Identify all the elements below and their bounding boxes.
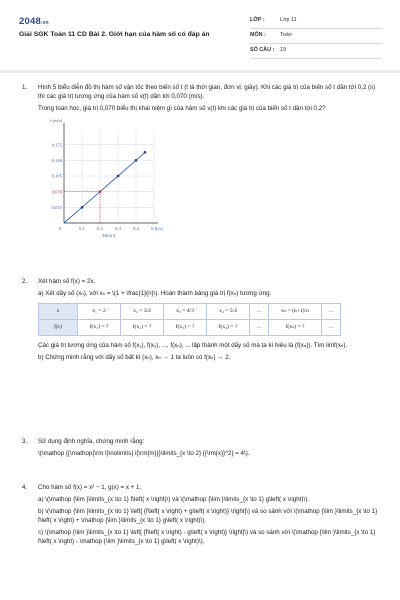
table-cell: x₁ = 2 [78, 303, 121, 319]
x-tick-label: 0 [58, 225, 62, 231]
question-part-b: b) \(\mathop {\lim }\limits_{x \to 1} \left[ {f\left( x \right) + g\left( x \right)} \right]\) và so sánh với \(\mathop {\lim }\limits_{x \to 1} f\left( x \right) + \mathop {\lim }\limits_{x \to 1} g\left( x \right)\). [38, 507, 378, 524]
question-text: Xét hàm số f(x) = 2x. [38, 278, 96, 285]
x-tick-label: 0,4 [133, 225, 139, 231]
question-number: 1. [22, 84, 28, 91]
table-cell: xₙ = (n+1)/n [269, 303, 322, 319]
data-point [81, 206, 84, 209]
row-label: x [39, 303, 78, 319]
question-text: Trong toán học, giá trị 0,070 biểu thị khái niệm gì của hàm số v(t) khi các giá trị của biến số t dần tới 0,2? [38, 104, 326, 112]
table-cell: x₄ = 5/4 [207, 303, 250, 319]
y-tick-label: 0,035 [51, 204, 62, 210]
table-row [39, 319, 341, 335]
velocity-chart [38, 117, 382, 243]
question-text: Sử dụng định nghĩa, chứng minh rằng: [38, 438, 145, 445]
y-tick-label: 0,070 [51, 189, 62, 195]
x-tick-label: 0,2 [97, 225, 103, 231]
question-body [38, 484, 382, 550]
site-logo[interactable] [19, 15, 49, 29]
table-cell: f(x₂) = ? [121, 319, 164, 335]
meta-key: SỐ CÂU : [250, 47, 275, 54]
question-body [38, 438, 382, 462]
value-table [38, 303, 341, 336]
table-cell: f(x₁) = ? [78, 319, 121, 335]
chart-svg [38, 117, 168, 239]
y-axis-label: v (m/s) [49, 117, 62, 123]
highlight-point [99, 190, 102, 193]
question-body [38, 278, 382, 366]
question-number: 4. [22, 484, 28, 491]
question-text: a) Xét dãy số (xₙ), với xₙ = \(1 + \frac{1}{n}\). Hoàn thành bảng giá trị f(xₙ) tương ứng. [38, 289, 272, 297]
x-axis-label: t (s) [156, 225, 163, 231]
y-tick-label: 0,140 [51, 157, 62, 163]
meta-row-class [250, 14, 382, 29]
meta-value: 19 [280, 47, 286, 54]
question-text: Hình 5 biểu diễn đồ thị hàm số vận tốc theo biến số t (t là thời gian, đơn vị: giây). Khi các giá trị của biến số t dần tới 0,2 (s) thì các giá trị tương ứng của hàm số v(t) dần tới 0,070 (m/s). [38, 84, 376, 100]
meta-key: MÔN : [250, 32, 266, 39]
meta-row-subject [250, 29, 382, 44]
question-formula: \(\mathop {{\mathop{\rm l}\nolimits} i{\rm{m}}}\limits_{x \to 2} {{\rm{x}}^2} = 4\). [38, 449, 250, 457]
question-number: 3. [22, 438, 28, 445]
table-row [39, 303, 341, 319]
question-part-a: a) \(\mathop {\lim }\limits_{x \to 1} f\left( x \right)\) và \(\mathop {\lim }\limits_{x \to 1} g\left( x \right)\). [38, 495, 309, 503]
logo-suffix: .vn [40, 20, 49, 26]
question-body [38, 84, 382, 243]
data-point [144, 151, 147, 154]
series-line [64, 152, 145, 223]
question-number: 2. [22, 278, 28, 285]
data-point [135, 159, 138, 162]
question-text: Các giá trị tương ứng của hàm số f(x₁), f(x₂), ..., f(xₙ), ... lập thành một dãy số mà ta kí hiệu là (f(xₙ)). Tìm limf(xₙ). [38, 341, 348, 349]
table-cell: ... [250, 319, 269, 335]
page-title: Giải SGK Toán 11 CD Bài 2. Giới hạn của hàm số có đáp án [19, 31, 210, 38]
meta-value: Toán [280, 32, 292, 39]
x-tick-label: 0,3 [115, 225, 121, 231]
table-cell: f(x₄) = ? [207, 319, 250, 335]
y-tick-label: 0,175 [51, 142, 62, 148]
meta-key: LỚP : [250, 17, 265, 24]
table-cell: x₂ = 3/2 [121, 303, 164, 319]
header-divider [0, 70, 400, 73]
table-cell: x₃ = 4/3 [164, 303, 207, 319]
question-text: Cho hàm số f(x) = x² − 1, g(x) = x + 1. [38, 484, 142, 491]
meta-panel [250, 14, 382, 59]
table-cell: ... [322, 303, 341, 319]
table-cell: ... [250, 303, 269, 319]
x-tick-label: 0,1 [79, 225, 85, 231]
page-header [0, 0, 400, 62]
logo-text: 2048 [19, 16, 41, 27]
table-cell: f(xₙ) = ? [269, 319, 322, 335]
y-tick-label: 0,105 [51, 173, 62, 179]
chart-caption: Hình 5 [102, 232, 116, 238]
question-part-c: c) \(\mathop {\lim }\limits_{x \to 1} \left[ {f\left( x \right) - g\left( x \right)} \right]\) và so sánh với \(\mathop {\lim }\limits_{x \to 1} f\left( x \right) - \mathop {\lim }\limits_{x \to 1} g\left( x \right)\). [38, 528, 376, 545]
table-cell: ... [322, 319, 341, 335]
meta-value: Lớp 11 [280, 17, 297, 24]
row-label: f(x) [39, 319, 78, 335]
data-point [117, 175, 120, 178]
x-tick-label: 0,5 [151, 225, 157, 231]
question-text: b) Chứng minh rằng với dãy số bất kì (xₙ), xₙ → 1 ta luôn có f(xₙ) → 2. [38, 353, 231, 361]
meta-row-count [250, 44, 382, 59]
table-cell: f(x₃) = ? [164, 319, 207, 335]
